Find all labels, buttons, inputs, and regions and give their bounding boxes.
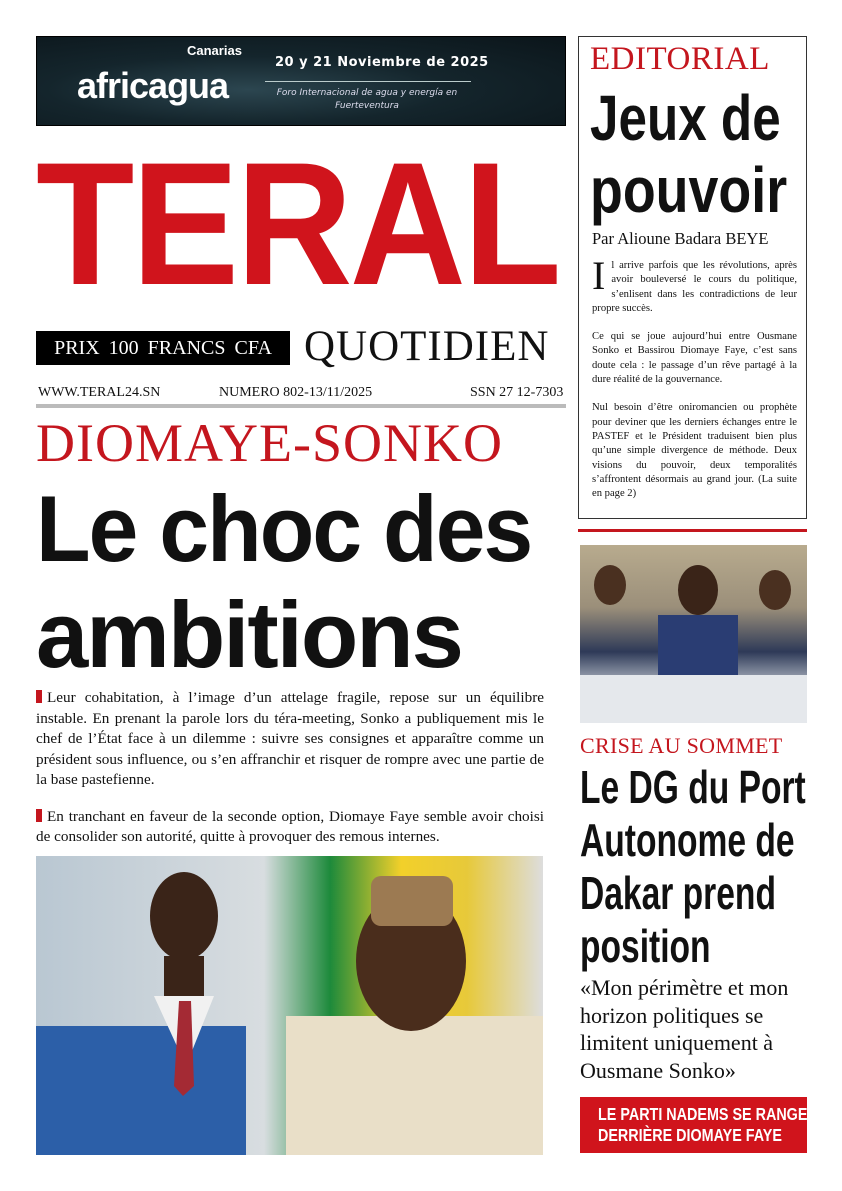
editorial-body bbox=[592, 253, 797, 515]
masthead-title: TERAL bbox=[36, 127, 559, 322]
main-photo bbox=[36, 856, 543, 1155]
teaser-box[interactable] bbox=[580, 1097, 807, 1153]
frequency-label: QUOTIDIEN bbox=[304, 323, 550, 370]
price-label: PRIX 100 FRANCS CFA bbox=[36, 331, 290, 365]
teaser-line1: LE PARTI NADEMS SE RANGE bbox=[598, 1104, 808, 1124]
website-link[interactable]: WWW.TERAL24.SN bbox=[38, 385, 161, 400]
editorial-title-line2: pouvoir bbox=[590, 154, 788, 226]
teaser-line2: DERRIÈRE DIOMAYE FAYE bbox=[598, 1125, 782, 1145]
main-headline-line2: ambitions bbox=[36, 582, 462, 687]
main-paragraph bbox=[36, 807, 544, 848]
side-headline-line3: Dakar prend bbox=[580, 867, 776, 919]
dropcap: I bbox=[592, 253, 606, 298]
photo-figures bbox=[580, 545, 807, 723]
editorial-paragraph: Nul besoin d’être oniromancien ou prophète pour deviner que les derniers échanges entre le PASTEF et le Président traduisent bien plus qu’une simple divergence de méthode. Deux visions du pouvoir, deux temporalités s’affrontent désormais au grand jour. (La suite en page 2) bbox=[592, 402, 797, 500]
main-headline-line1: Le choc des bbox=[36, 476, 532, 581]
editorial-byline: Par Alioune Badara BEYE bbox=[592, 229, 769, 248]
ad-logo: africagua bbox=[77, 65, 229, 106]
editorial-paragraph: Ce qui se joue aujourd’hui entre Ousmane Sonko et Bassirou Diomaye Faye, c’est sans doute cela : le passage d’un rêve partagé à la dure réalité de la gouvernance. bbox=[592, 331, 797, 386]
editorial-label: EDITORIAL bbox=[590, 41, 770, 77]
issue-number: NUMERO 802-13/11/2025 bbox=[219, 385, 373, 400]
issn: SSN 27 12-7303 bbox=[470, 385, 564, 400]
advertisement-banner[interactable] bbox=[36, 36, 566, 126]
section-divider bbox=[578, 529, 807, 532]
paragraph-text: En tranchant en faveur de la seconde option, Diomaye Faye semble avoir choisi de consolider son autorité, quitte à provoquer des remous internes. bbox=[36, 807, 544, 845]
main-body bbox=[36, 688, 544, 864]
bullet-marker bbox=[36, 809, 42, 822]
paragraph-text: Leur cohabitation, à l’image d’un attelage fragile, repose sur un équilibre instable. En prenant la parole lors du téra-meeting, Sonko a publiquement mis le chef de l’État face à un dilemme : suivre ses consignes et apparaître comme un président sous influence, ou s’en affranchir et risquer de rompre avec une partie de la base pastefienne. bbox=[36, 689, 544, 788]
side-headline-line1: Le DG du Port bbox=[580, 761, 806, 813]
masthead-divider bbox=[36, 404, 566, 408]
ad-logo-subtitle: Canarias bbox=[187, 43, 242, 58]
side-quote: «Mon périmètre et mon horizon politiques se limitent uniquement à Ousmane Sonko» bbox=[580, 975, 789, 1083]
ad-tagline: Foro Internacional de agua y energía en Fuerteventura bbox=[276, 88, 458, 111]
side-headline-line2: Autonome de bbox=[580, 814, 795, 866]
editorial-box bbox=[578, 36, 807, 519]
main-paragraph bbox=[36, 688, 544, 791]
photo-figures bbox=[36, 856, 543, 1155]
side-headline-line4: position bbox=[580, 920, 711, 972]
main-kicker: DIOMAYE-SONKO bbox=[36, 413, 504, 473]
editorial-paragraph: l arrive parfois que les révolutions, après avoir bouleversé le cours du politique, s’enlisent dans les contradictions de leur propre succès. bbox=[592, 260, 797, 314]
editorial-title-line1: Jeux de bbox=[590, 82, 781, 154]
bullet-marker bbox=[36, 690, 42, 703]
ad-divider bbox=[265, 81, 471, 82]
ad-date: 20 y 21 Noviembre de 2025 bbox=[275, 55, 489, 70]
side-photo bbox=[580, 545, 807, 723]
side-kicker: CRISE AU SOMMET bbox=[580, 733, 783, 758]
